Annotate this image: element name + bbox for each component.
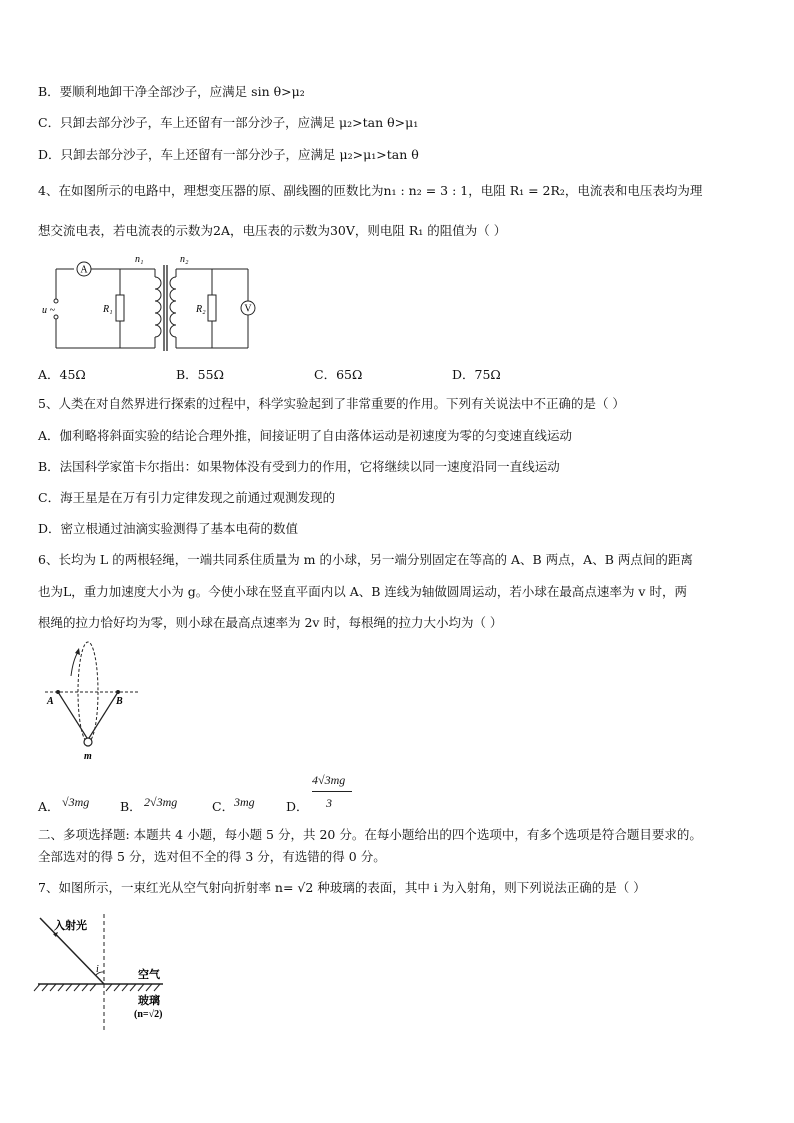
voltmeter-label: V [244, 303, 252, 315]
source-label: u ~ [42, 305, 55, 316]
mass-label: m [84, 751, 92, 762]
n2-label: n₂ [180, 254, 189, 265]
q5-stem: 5、人类在对自然界进行探索的过程中，科学实验起到了非常重要的作用。下列有关说法中不正确的是（ ） [38, 396, 625, 411]
point-a-label: A [47, 696, 54, 707]
q4-stem-line2: 想交流电表，若电流表的示数为2A，电压表的示数为30V，则电阻 R₁ 的阻值为（ ） [38, 223, 507, 238]
r2-label: R₂ [196, 304, 206, 315]
q6-stem-line2: 也为L，重力加速度大小为 g。今使小球在竖直平面内以 A、B 连线为轴做圆周运动，若小球在最高点速率为 v 时，两 [38, 584, 687, 599]
q6-stem-line1: 6、长均为 L 的两根轻绳，一端共同系住质量为 m 的小球，另一端分别固定在等高的 A、B 两点，A、B 两点间的距离 [38, 552, 693, 567]
q6-option-b-value: 2√3mg [144, 795, 178, 809]
ammeter-label: A [80, 264, 88, 276]
q6-stem-line3: 根绳的拉力恰好均为零，则小球在最高点速率为 2v 时，每根绳的拉力大小均为（ ） [38, 615, 503, 630]
q6-option-a-value: √3mg [62, 795, 90, 809]
q5-option-c: C．海王星是在万有引力定律发现之前通过观测发现的 [38, 490, 336, 505]
q5-option-a: A．伽利略将斜面实验的结论合理外推，间接证明了自由落体运动是初速度为零的匀变速直线运动 [38, 428, 573, 443]
q5-option-d: D．密立根通过油滴实验测得了基本电荷的数值 [38, 521, 299, 536]
n1-label: n₁ [135, 254, 144, 265]
air-label: 空气 [138, 968, 160, 981]
q6-option-c-label: C． [212, 799, 235, 814]
q4-option-a: A．45Ω [38, 367, 86, 382]
q6-option-d-numerator: 4√3mg [312, 773, 346, 787]
angle-i-label: i [96, 964, 99, 975]
transformer-circuit-figure [40, 255, 270, 355]
section2-heading-line2: 全部选对的得 5 分，选对但不全的得 3 分，有选错的得 0 分。 [38, 849, 386, 864]
q4-option-d: D．75Ω [452, 367, 501, 382]
q3-option-c: C．只卸去部分沙子，车上还留有一部分沙子，应满足 μ₂>tan θ>μ₁ [38, 115, 419, 130]
q6-fraction-bar [312, 791, 352, 792]
refraction-figure [38, 912, 198, 1034]
pendulum-figure [40, 640, 150, 765]
r1-label: R₁ [103, 304, 113, 315]
q6-option-b-label: B． [120, 799, 142, 814]
q4-option-c: C．65Ω [314, 367, 363, 382]
q3-option-b: B．要顺利地卸干净全部沙子，应满足 sin θ>μ₂ [38, 84, 305, 99]
q4-option-b: B．55Ω [176, 367, 224, 382]
q4-stem-line1: 4、在如图所示的电路中，理想变压器的原、副线圈的匝数比为n₁ : n₂ = 3 : 1，电阻 R₁ = 2R₂，电流表和电压表均为理 [38, 183, 703, 198]
q6-option-d-denominator: 3 [326, 796, 332, 810]
glass-index-label: (n=√2) [134, 1009, 163, 1020]
q7-stem: 7、如图所示，一束红光从空气射向折射率 n= √2 种玻璃的表面，其中 i 为入射角，则下列说法正确的是（ ） [38, 880, 646, 895]
q6-option-d-label: D． [286, 799, 309, 814]
incident-light-label: 入射光 [54, 919, 87, 932]
section2-heading-line1: 二、多项选择题: 本题共 4 小题，每小题 5 分，共 20 分。在每小题给出的四个选项中，有多个选项是符合题目要求的。 [38, 827, 702, 842]
q5-option-b: B．法国科学家笛卡尔指出：如果物体没有受到力的作用，它将继续以同一速度沿同一直线运动 [38, 459, 560, 474]
glass-label: 玻璃 [138, 994, 160, 1007]
q3-option-d: D．只卸去部分沙子，车上还留有一部分沙子，应满足 μ₂>μ₁>tan θ [38, 147, 419, 162]
q6-option-c-value: 3mg [234, 795, 255, 809]
q6-option-a-label: A． [38, 799, 60, 814]
point-b-label: B [116, 696, 123, 707]
